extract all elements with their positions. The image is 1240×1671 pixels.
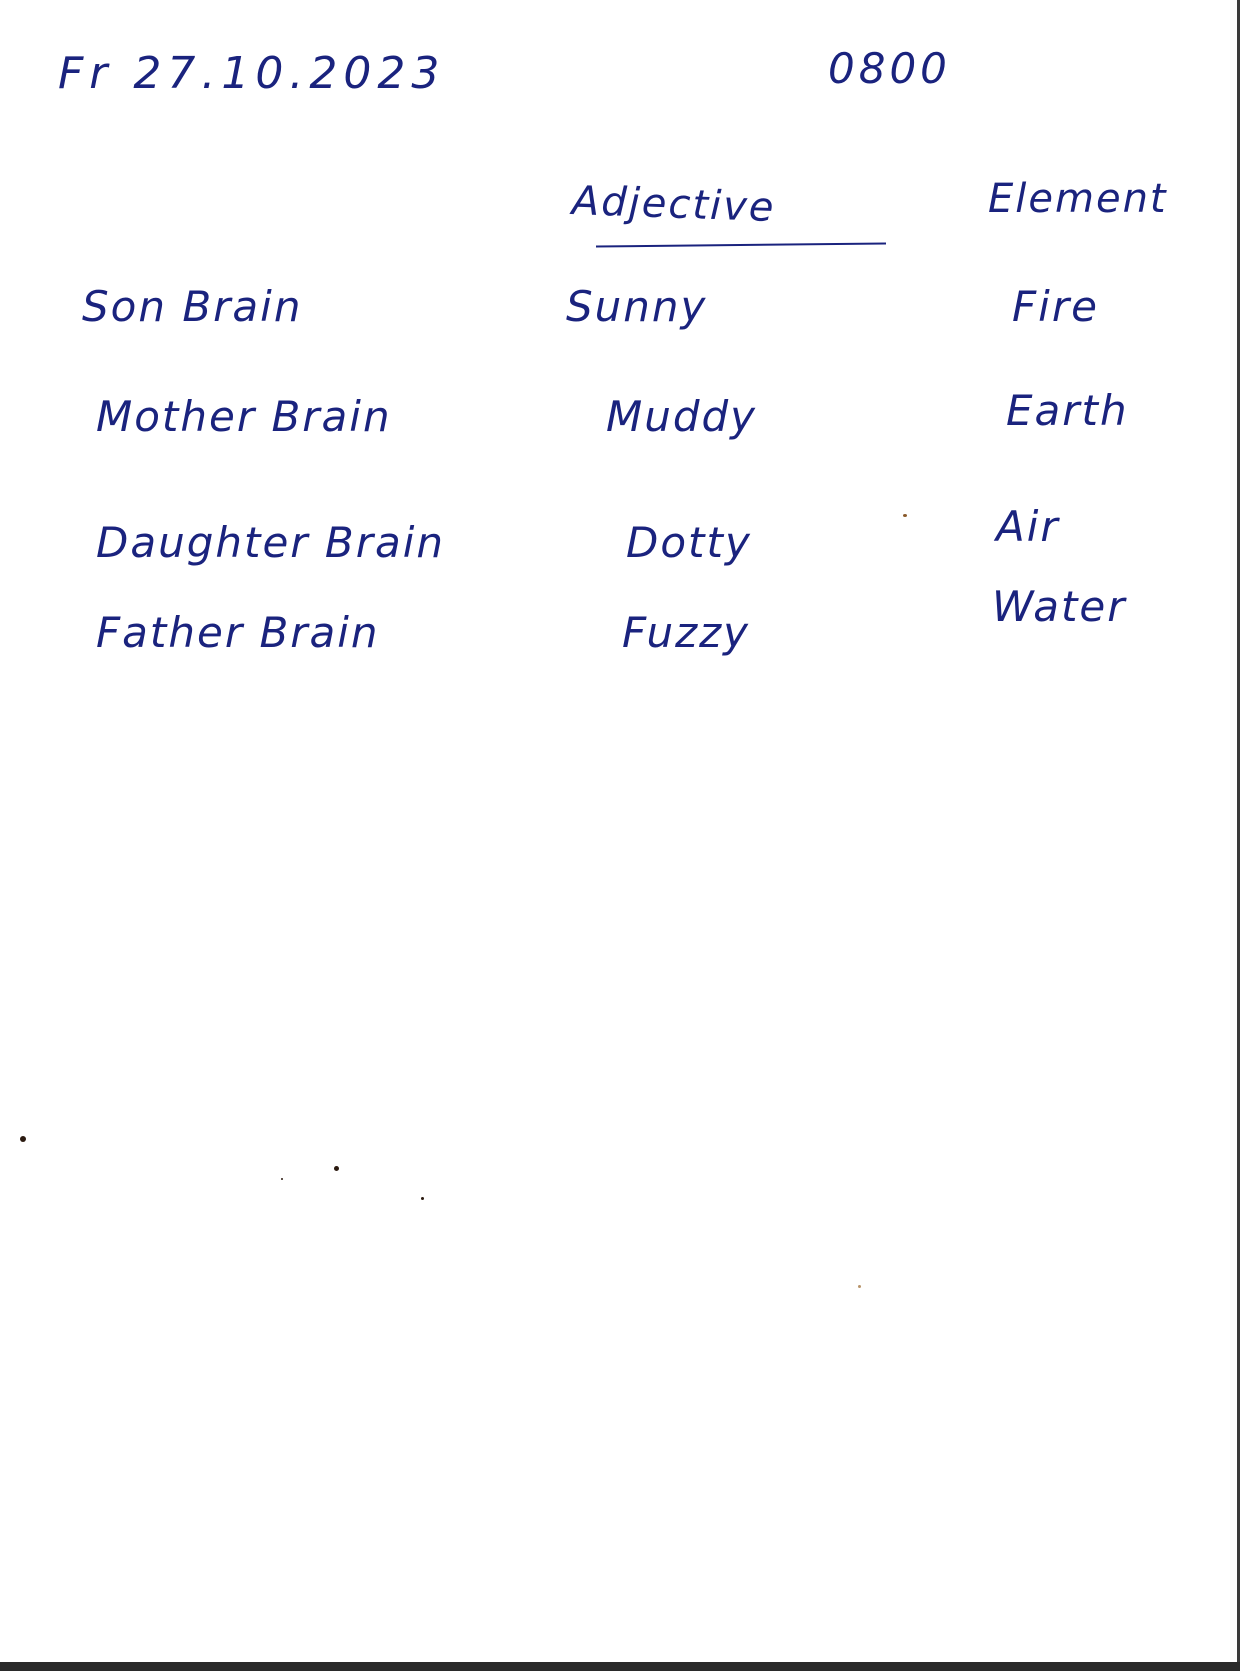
row-element-daughter: Air <box>996 502 1060 551</box>
ink-speck <box>281 1178 283 1180</box>
row-element-son: Fire <box>1012 282 1099 331</box>
row-name-daughter: Daughter Brain <box>96 518 446 567</box>
ink-speck <box>858 1285 861 1288</box>
scan-edge-bottom <box>0 1662 1240 1671</box>
time-label: 0800 <box>828 44 951 93</box>
row-name-son: Son Brain <box>82 282 303 331</box>
row-element-father: Water <box>992 582 1127 631</box>
row-adjective-daughter: Dotty <box>626 518 752 567</box>
ink-speck <box>334 1166 339 1171</box>
adjective-underline <box>596 242 886 247</box>
row-adjective-father: Fuzzy <box>622 608 751 657</box>
ink-speck <box>421 1197 424 1200</box>
row-name-father: Father Brain <box>96 608 380 657</box>
row-adjective-mother: Muddy <box>606 392 758 441</box>
ink-speck <box>20 1136 26 1142</box>
row-adjective-son: Sunny <box>566 282 708 331</box>
element-column-header: Element <box>988 176 1168 222</box>
row-element-mother: Earth <box>1006 386 1129 435</box>
adjective-column-header: Adjective <box>571 178 777 232</box>
row-name-mother: Mother Brain <box>96 392 392 441</box>
ink-speck <box>903 514 907 517</box>
date-label: Fr 27.10.2023 <box>58 48 446 99</box>
